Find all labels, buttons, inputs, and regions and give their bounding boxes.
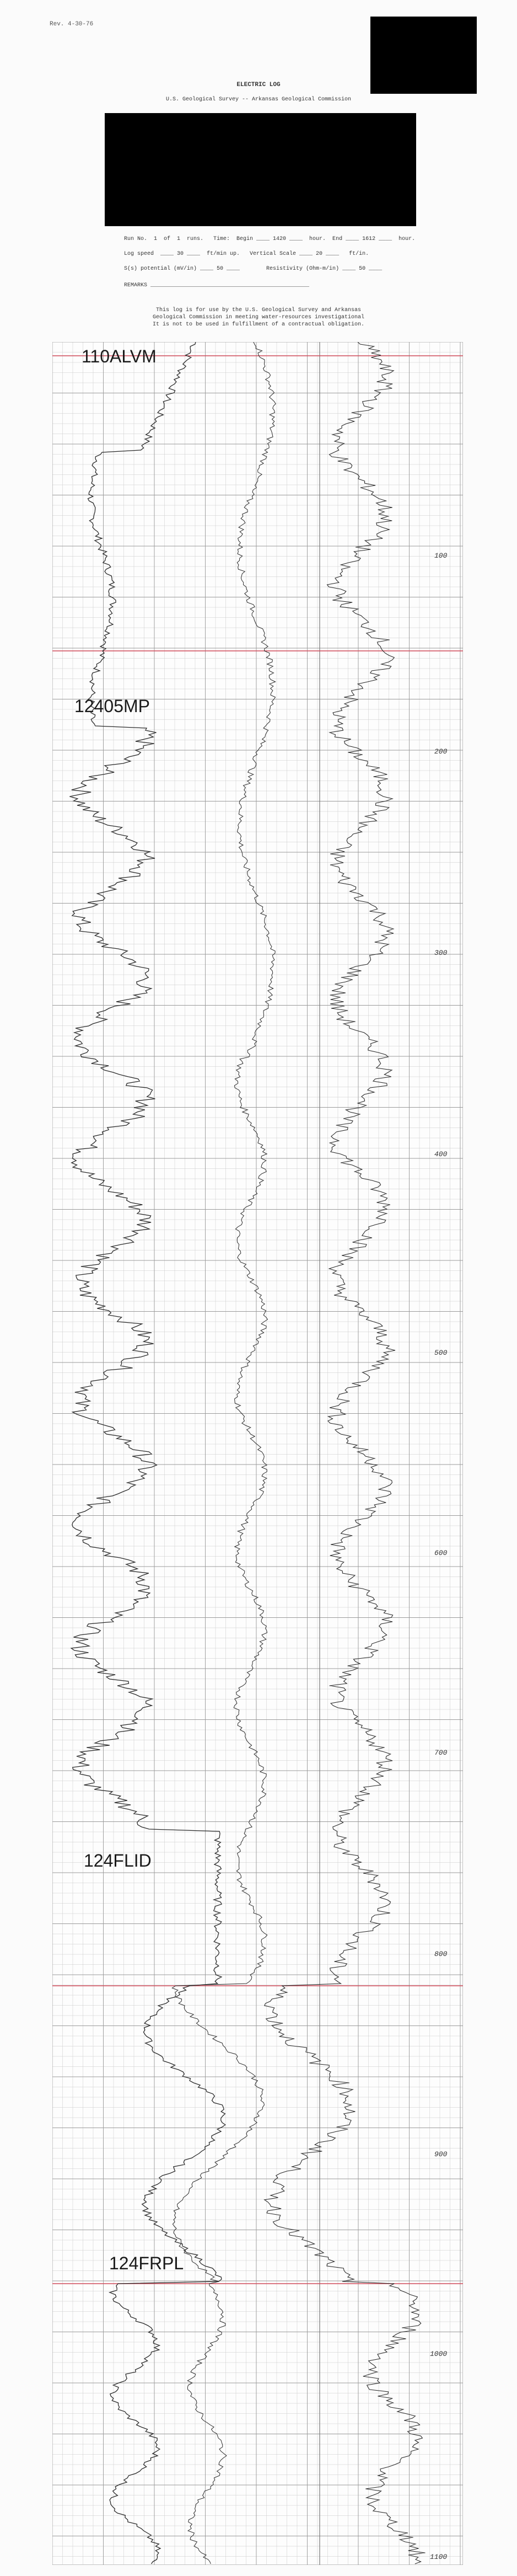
header-row-scales: S(s) potential (mV/in) ____ 50 ____ Resistivity (Ohm-m/in) ____ 50 ____ bbox=[124, 266, 383, 272]
depth-mark-600: 600 bbox=[434, 1549, 448, 1557]
notice-line-1: This log is for use by the U.S. Geological Survey and Arkansas bbox=[155, 307, 362, 313]
revision-label: Rev. 4-30-76 bbox=[50, 21, 94, 28]
agency-line: U.S. Geological Survey -- Arkansas Geological Commission bbox=[165, 97, 352, 103]
log-title: ELECTRIC LOG bbox=[236, 82, 281, 88]
formation-label-110alvm: 110ALVM bbox=[82, 346, 157, 366]
depth-mark-900: 900 bbox=[434, 2150, 448, 2158]
header-row-speed: Log speed ____ 30 ____ ft/min up. Vertical Scale ____ 20 ____ ft/in. bbox=[124, 251, 369, 257]
depth-mark-300: 300 bbox=[434, 949, 448, 957]
depth-mark-500: 500 bbox=[434, 1349, 448, 1357]
formation-label-124flid: 124FLID bbox=[84, 1851, 152, 1870]
formation-label-12405mp: 12405MP bbox=[74, 696, 150, 716]
depth-mark-700: 700 bbox=[434, 1749, 448, 1757]
notice-line-3: It is not to be used in fulfillment of a contractual obligation. bbox=[152, 322, 365, 328]
log-paper bbox=[52, 342, 463, 2565]
depth-mark-1100: 1100 bbox=[430, 2553, 448, 2561]
depth-mark-400: 400 bbox=[434, 1150, 448, 1158]
redaction-box-well-info bbox=[105, 113, 416, 226]
notice-line-2: Geological Commission in meeting water-resources investigational bbox=[152, 314, 365, 320]
header-row-run: Run No. 1 of 1 runs. Time: Begin ____ 1420 ____ hour. End ____ 1612 ____ hour. bbox=[124, 236, 416, 242]
electric-log-chart bbox=[52, 342, 463, 2565]
depth-mark-100: 100 bbox=[434, 552, 448, 560]
depth-mark-800: 800 bbox=[434, 1950, 448, 1958]
header-row-remarks: REMARKS ________________________________________________ bbox=[124, 282, 310, 288]
formation-label-124frpl: 124FRPL bbox=[109, 2253, 184, 2273]
depth-mark-200: 200 bbox=[434, 747, 448, 756]
log-grid-svg bbox=[52, 342, 463, 2565]
depth-mark-1000: 1000 bbox=[430, 2350, 448, 2358]
